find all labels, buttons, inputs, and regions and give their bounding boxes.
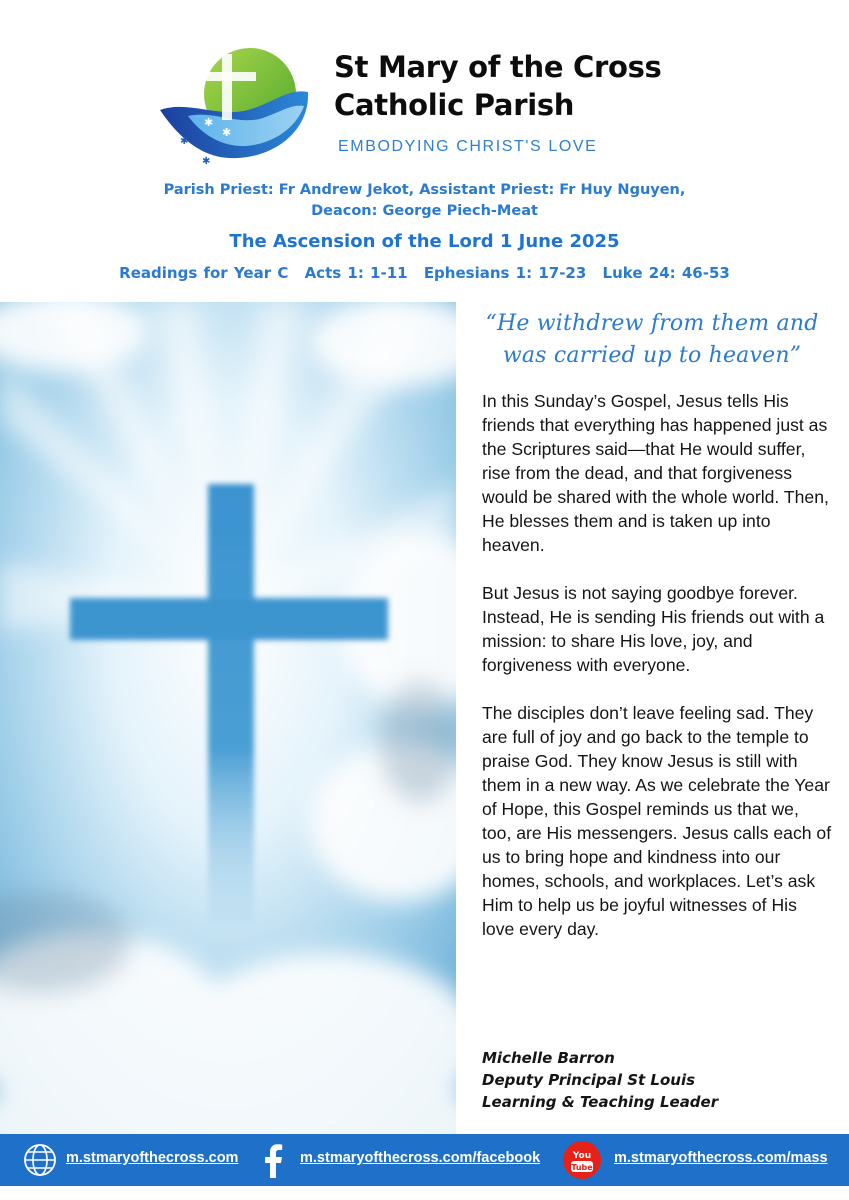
clergy-info [0,180,849,222]
facebook-icon[interactable] [256,1142,292,1178]
svg-text:✱: ✱ [222,126,232,139]
svg-text:✱: ✱ [180,136,189,147]
svg-text:✱: ✱ [204,116,214,129]
parish-logo-icon [158,48,318,178]
globe-icon[interactable] [22,1142,58,1178]
article-paragraph: In this Sunday’s Gospel, Jesus tells His friends that everything has happened just as the Scriptures said—that He would suffer, rise from the dead, and that forgiveness would be shared with the whole world. Then, He blesses them and is taken up into heaven. [482,391,829,555]
svg-text:✱: ✱ [202,156,211,167]
reading-gospel: Luke 24: 46-53 [602,264,730,282]
author-role1: Deputy Principal St Louis [482,1071,696,1089]
website-link[interactable]: m.stmaryofthecross.com [66,1150,239,1166]
cross-in-clouds-image [0,302,456,1134]
facebook-link[interactable]: m.stmaryofthecross.com/facebook [300,1150,541,1166]
youtube-icon[interactable] [562,1140,602,1180]
parish-name-line1: St Mary of the Cross [334,50,662,84]
readings-label: Readings for Year C [119,264,289,282]
quote-line1: “He withdrew from them and [485,311,819,336]
quote-line2: was carried up to heaven” [502,343,802,368]
author-signature [482,1047,832,1113]
feast-title: The Ascension of the Lord 1 June 2025 [229,231,620,252]
svg-text:You: You [572,1151,592,1161]
author-role2: Learning & Teaching Leader [482,1093,719,1111]
reading-first: Acts 1: 1-11 [304,264,408,282]
gospel-quote [472,308,832,372]
tagline: EMBODYING CHRIST'S LOVE [338,138,598,155]
clergy-line1: Parish Priest: Fr Andrew Jekot, Assistant Priest: Fr Huy Nguyen, [163,182,686,198]
clergy-line2: Deacon: George Piech-Meat [311,203,538,219]
mass-livestream-link[interactable]: m.stmaryofthecross.com/mass [614,1150,828,1166]
parish-name [334,48,662,124]
footer-bar [0,1134,849,1186]
reading-second: Ephesians 1: 17-23 [423,264,587,282]
article-paragraph: But Jesus is not saying goodbye forever. Instead, He is sending His friends out with a mission: to share His love, joy, and forgiveness with everyone. [482,583,825,675]
article-paragraph: The disciples don’t leave feeling sad. They are full of joy and go back to the temple to praise God. They know Jesus is still with them in a new way. As we celebrate the Year of Hope, this Gospel reminds us that we, too, are His messengers. Jesus calls each of us to bring hope and kindness into our homes, schools, and workplaces. Let’s ask Him to help us be joyful witnesses of His love every day. [482,703,832,939]
page-header [0,0,849,300]
author-name: Michelle Barron [482,1049,615,1067]
reflection-article [482,389,832,965]
readings-line [0,264,849,282]
parish-name-line2: Catholic Parish [334,88,575,122]
svg-text:Tube: Tube [571,1163,593,1172]
